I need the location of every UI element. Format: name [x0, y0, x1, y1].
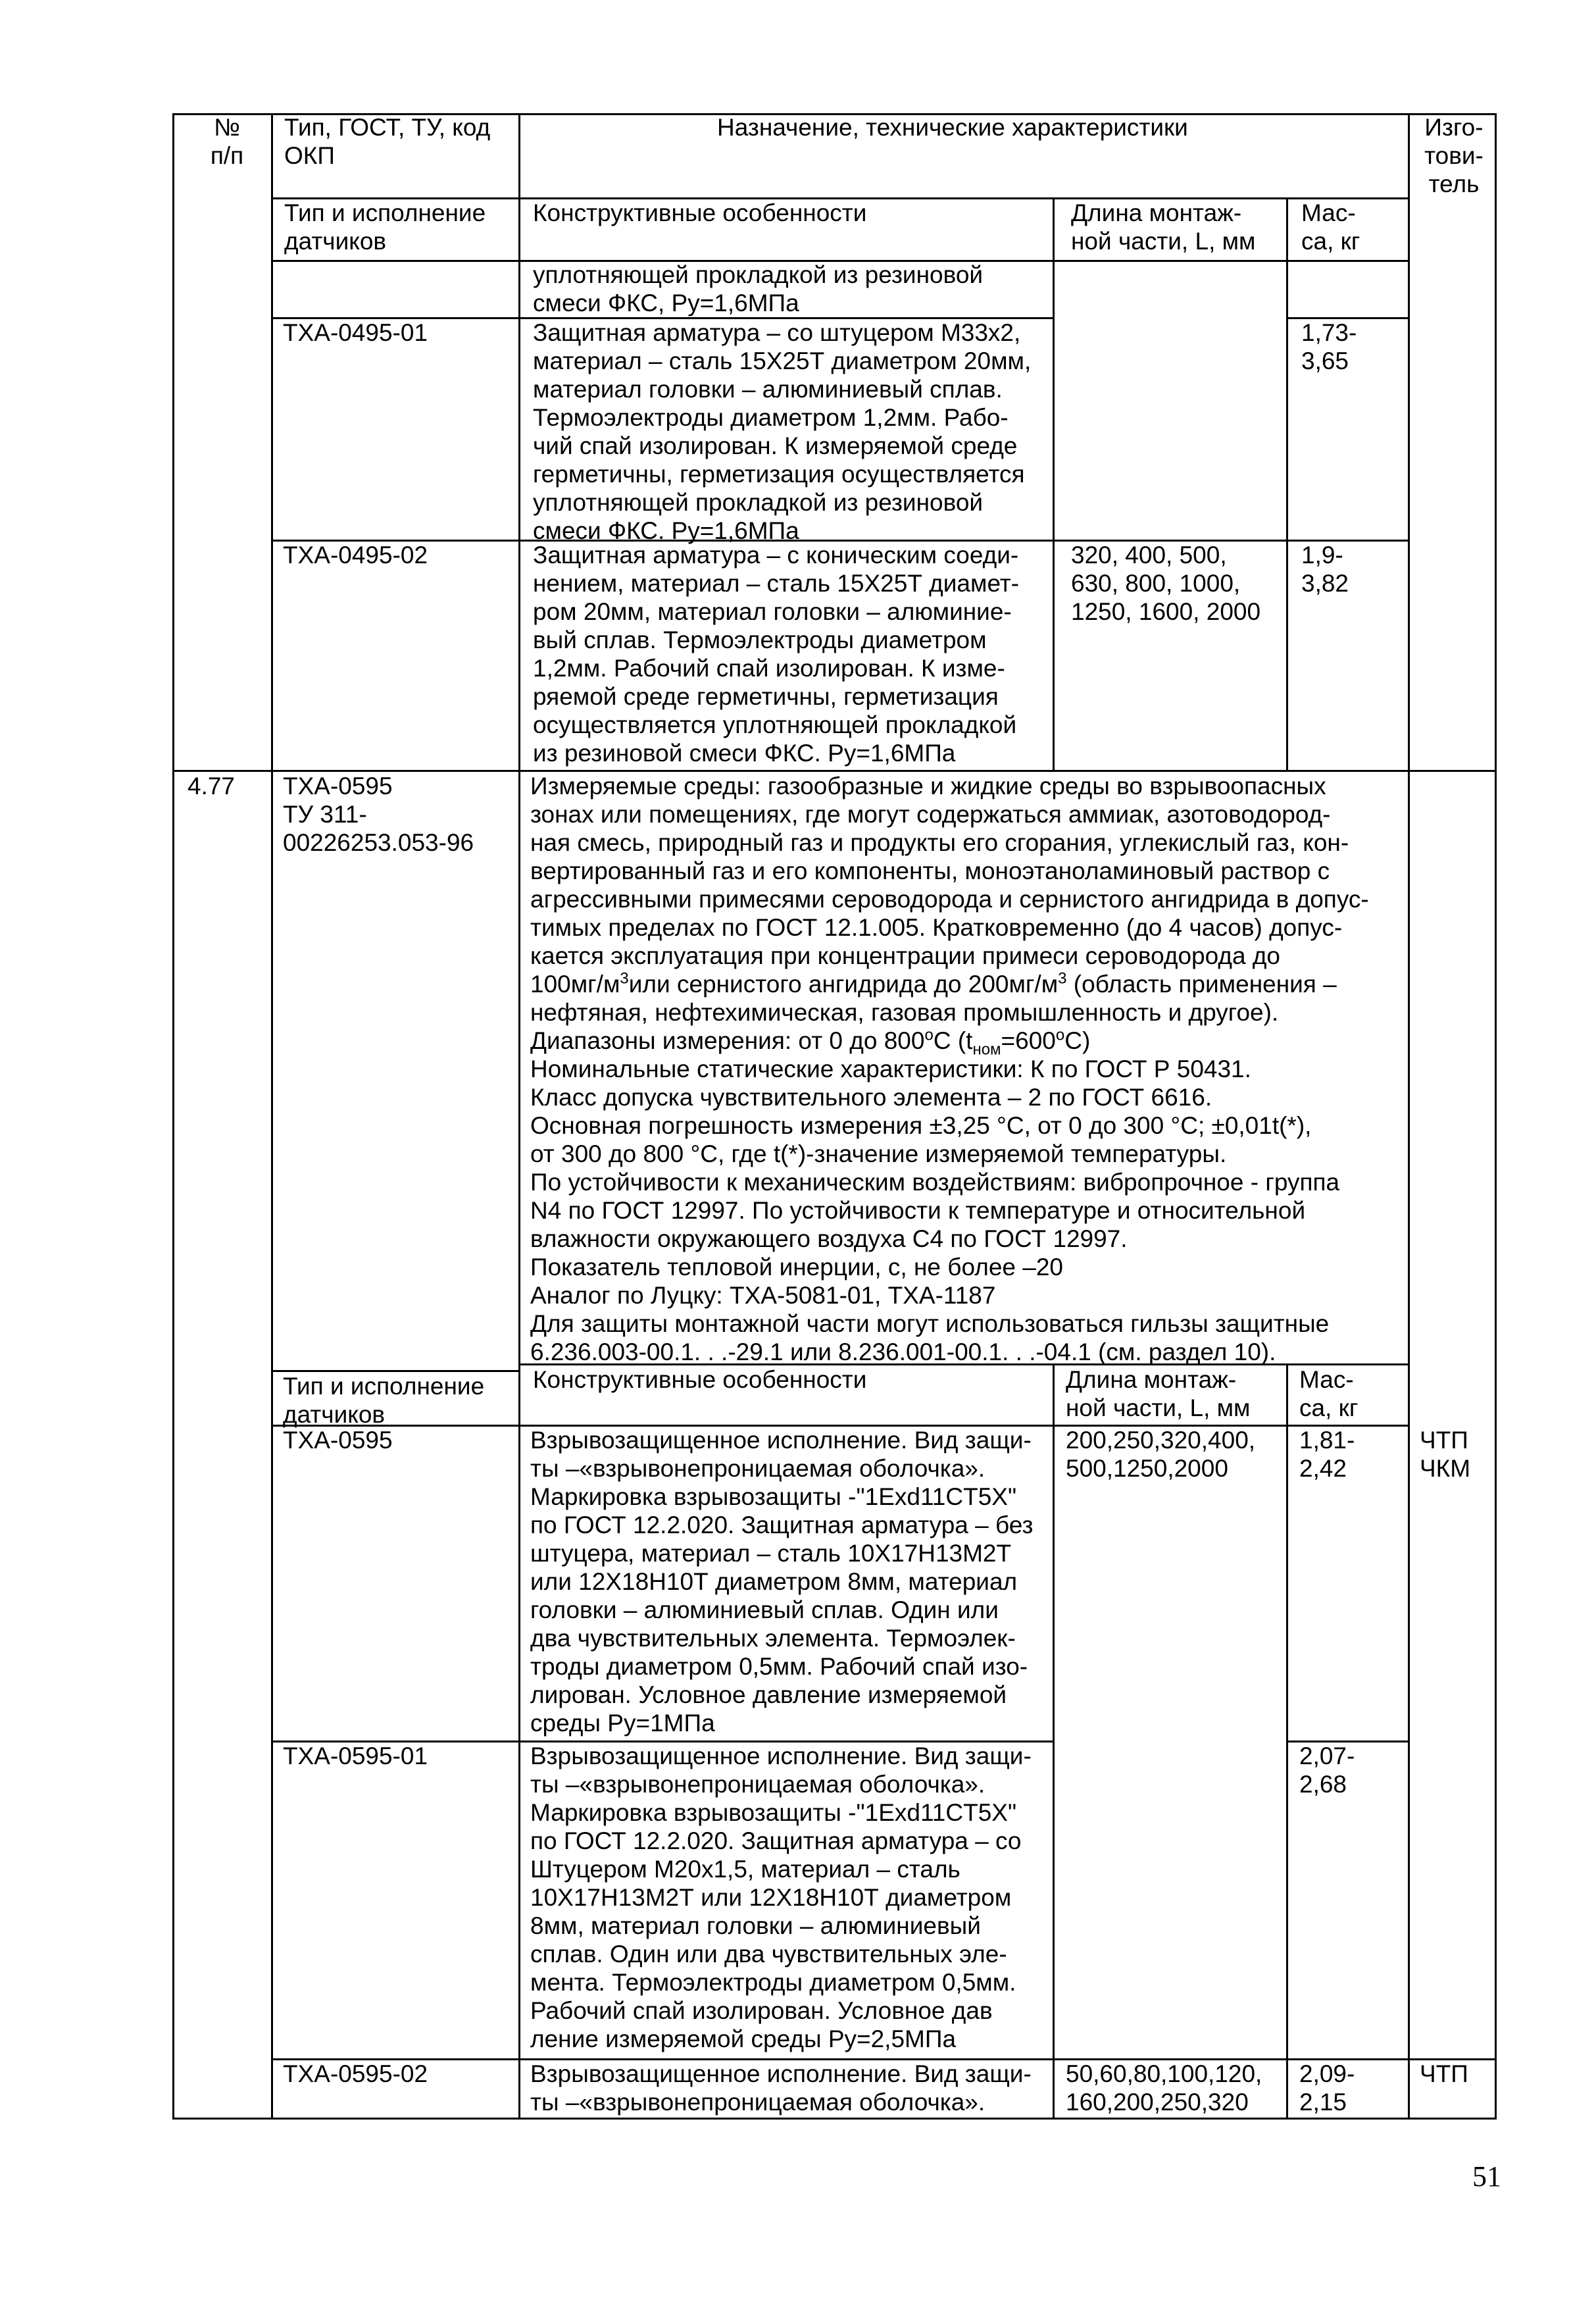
row-top-2-length: 320, 400, 500, 630, 800, 1000, 1250, 1600, 2000 [1071, 542, 1261, 625]
desc-line: вертированный газ и его компоненты, моноэтаноламиновый раствор с [530, 857, 1330, 884]
header-purpose: Назначение, технические характеристики [717, 114, 1188, 141]
table-border-right [1408, 113, 1410, 2119]
subheader-length: Длина монтаж- ной части, L, мм [1066, 1366, 1251, 1421]
table-border-left [172, 113, 174, 2119]
conc-text-b: или сернистого ангидрида до 200мг/м [628, 971, 1059, 998]
row-top-1-design: Защитная арматура – со штуцером М33х2, материал – сталь 15Х25Т диаметром 20мм, материал головки – алюминиевый сплав. Термоэлектроды диаметром 1,2мм. Рабо- чий спай изолирован. К измеряемой среде герметичны, герметизация осуществляется уплотняющей прокладкой из резиновой смеси ФКС. Ру=1,6МПа [533, 319, 1032, 544]
subheader-sensor: Тип и исполнение датчиков [283, 1373, 485, 1428]
col-line-type [518, 113, 520, 2119]
header-type: Тип, ГОСТ, ТУ, код ОКП [284, 114, 491, 169]
range-subscript: ном [972, 1040, 1001, 1059]
row-bottom-2-maker: ЧТП [1420, 2060, 1468, 2087]
row-top-1-mass: 1,73- 3,65 [1301, 319, 1357, 374]
row-top-2-design: Защитная арматура – с коническим соеди- нением, материал – сталь 15Х25Т диамет- ром 20мм, материал головки – алюминие- вый сплав. Термоэлектроды диаметром 1,2мм. Рабочий спай изолирован. К изме- ряемой среде герметичны, герметизация осуществляется уплотняющей прокладкой из резиновой смеси ФКС. Ру=1,6МПа [533, 542, 1020, 767]
superscript-3: 3 [620, 969, 629, 988]
row-bottom-2-type: ТХА-0595-02 [283, 2060, 428, 2087]
row-top-2-type: ТХА-0495-02 [283, 542, 428, 569]
desc-line: Для защиты монтажной части могут использоваться гильзы защитные [530, 1310, 1330, 1337]
header-length: Длина монтаж- ной части, L, мм [1071, 199, 1256, 255]
degree-sign: o [1055, 1026, 1065, 1044]
desc-line: 6.236.003-00.1. . .-29.1 или 8.236.001-00.1. . .-04.1 (см. раздел 10). [530, 1338, 1276, 1365]
row-bottom-2-design: Взрывозащищенное исполнение. Вид защи- ты –«взрывонепроницаемая оболочка». [530, 2060, 1032, 2116]
desc-line: агрессивными примесями сероводорода и сернистого ангидрида в допус- [530, 886, 1369, 913]
desc-line: Измеряемые среды: газообразные и жидкие среды во взрывоопасных [530, 773, 1326, 800]
item-477-description [530, 772, 1405, 1366]
conc-text-c: (область применения – [1066, 971, 1337, 998]
conc-text-a: 100мг/м [530, 971, 620, 998]
degree-sign: o [924, 1026, 934, 1044]
table-border-outer-right [1495, 113, 1497, 2119]
desc-line: тимых пределах по ГОСТ 12.1.005. Кратковременно (до 4 часов) допус- [530, 914, 1343, 941]
header-maker: Изго- тови- тель [1424, 114, 1484, 197]
desc-line: от 300 до 800 °С, где t(*)-значение измеряемой температуры. [530, 1140, 1227, 1167]
row-top-2-mass: 1,9- 3,82 [1301, 542, 1349, 597]
row-bottom-1-mass: 2,07- 2,68 [1299, 1742, 1355, 1798]
header-num: № п/п [210, 114, 244, 169]
desc-line: влажности окружающего воздуха С4 по ГОСТ 12997. [530, 1225, 1128, 1252]
range-text-b: С (t [933, 1027, 973, 1054]
row-top-0-design: уплотняющей прокладкой из резиновой смеси ФКС, Ру=1,6МПа [533, 261, 984, 317]
row-bottom-0-maker: ЧТП ЧКМ [1420, 1427, 1471, 1482]
col-line-num [271, 113, 273, 2119]
row-bottom-0-design: Взрывозащищенное исполнение. Вид защи- ты –«взрывонепроницаемая оболочка». Маркировка взрывозащиты -"1Exd11CT5X" по ГОСТ 12.2.020. Защитная арматура – без штуцера, материал – сталь 10Х17Н13М2Т или 12Х18Н10Т диаметром 8мм, материал головки – алюминиевый сплав. Один или два чувствительных элемента. Термоэлек- троды диаметром 0,5мм. Рабочий спай изо- лирован. Условное давление измеряемой среды Ру=1МПа [530, 1427, 1034, 1737]
row-top-1-type: ТХА-0495-01 [283, 319, 428, 346]
col-line-design-top [1053, 197, 1055, 770]
row-bottom-2-mass: 2,09- 2,15 [1299, 2060, 1355, 2116]
desc-line: Аналог по Луцку: ТХА-5081-01, ТХА-1187 [530, 1282, 996, 1309]
desc-line: кается эксплуатация при концентрации примеси сероводорода до [530, 942, 1280, 969]
item-477-type: ТХА-0595 ТУ 311- 00226253.053-96 [283, 773, 474, 856]
row-bottom-1-design: Взрывозащищенное исполнение. Вид защи- ты –«взрывонепроницаемая оболочка». Маркировка взрывозащиты -"1Exd11CT5X" по ГОСТ 12.2.020. Защитная арматура – со Штуцером М20х1,5, материал – сталь 10Х17Н13М2Т или 12Х18Н10Т диаметром 8мм, материал головки – алюминиевый сплав. Один или два чувствительных эле- мента. Термоэлектроды диаметром 0,5мм. Рабочий спай изолирован. Условное дав ление измеряемой среды Ру=2,5МПа [530, 1742, 1032, 2052]
desc-line: Номинальные статические характеристики: К по ГОСТ Р 50431. [530, 1055, 1251, 1082]
range-text-c: =600 [1001, 1027, 1056, 1054]
row-bottom-2-length: 50,60,80,100,120, 160,200,250,320 [1066, 2060, 1262, 2116]
subheader-mass: Мас- са, кг [1299, 1366, 1359, 1421]
col-line-length-top [1286, 197, 1288, 770]
item-477-num: 4.77 [187, 773, 236, 800]
desc-line: ная смесь, природный газ и продукты его сгорания, углекислый газ, кон- [530, 829, 1349, 856]
desc-line: По устойчивости к механическим воздействиям: вибропрочное - группа [530, 1169, 1340, 1196]
desc-line: N4 по ГОСТ 12997. По устойчивости к температуре и относительной [530, 1197, 1306, 1224]
desc-line: зонах или помещениях, где могут содержаться аммиак, азотоводород- [530, 801, 1331, 828]
range-text-a: Диапазоны измерения: от 0 до 800 [530, 1027, 925, 1054]
desc-line-range [530, 1026, 1405, 1059]
row-bottom-0-mass: 1,81- 2,42 [1299, 1427, 1355, 1482]
desc-line: Класс допуска чувствительного элемента – 2 по ГОСТ 6616. [530, 1084, 1212, 1111]
page-number: 51 [1472, 2160, 1501, 2193]
desc-line: Показатель тепловой инерции, с, не более –20 [530, 1254, 1063, 1281]
header-sensor: Тип и исполнение датчиков [284, 199, 486, 255]
header-mass: Мас- са, кг [1301, 199, 1360, 255]
desc-line: Основная погрешность измерения ±3,25 °С, от 0 до 300 °С; ±0,01t(*), [530, 1112, 1312, 1139]
row-bottom-1-type: ТХА-0595-01 [283, 1742, 428, 1769]
table-border-bottom [172, 2118, 1497, 2120]
header-design: Конструктивные особенности [533, 199, 867, 226]
desc-line: нефтяная, нефтехимическая, газовая промышленность и другое). [530, 999, 1279, 1026]
row-bottom-0-length: 200,250,320,400, 500,1250,2000 [1066, 1427, 1256, 1482]
range-text-d: С) [1064, 1027, 1091, 1054]
desc-line-concentration [530, 970, 1405, 998]
subheader-design: Конструктивные особенности [533, 1366, 867, 1393]
row-bottom-0-type: ТХА-0595 [283, 1427, 393, 1454]
superscript-3: 3 [1058, 969, 1067, 988]
